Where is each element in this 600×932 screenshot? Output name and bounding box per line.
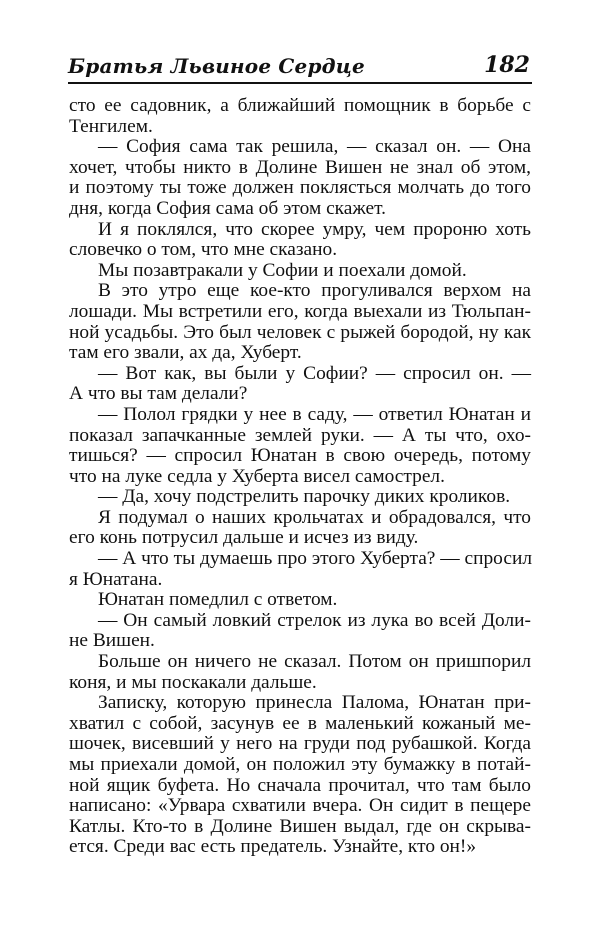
text-line: — Полол грядки у нее в саду, — ответил Юнатан и [98,403,531,425]
text-line: — Да, хочу подстрелить парочку диких кроликов. [98,486,511,508]
text-line: шочек, висевший у него на груди под рубашкой. Когда [69,733,531,755]
text-line: показал запачканные землей руки. — А ты что, охо- [69,424,531,446]
text-line: Мы позавтракали у Софии и поехали домой. [98,259,467,281]
text-line: ной ящик буфета. Но сначала прочитал, что там было [69,774,531,796]
text-line: — Он самый ловкий стрелок из лука во всей Доли- [98,609,531,631]
text-line: хватил с собой, засунув ее в маленький кожаный ме- [69,712,531,734]
text-line: лошади. Мы встретили его, когда выехали из Тюльпан- [69,300,531,322]
header-rule [68,82,532,84]
text-line: не Вишен. [69,630,155,652]
text-line: его конь потрусил дальше и исчез из виду. [69,527,419,549]
text-line: — Вот как, вы были у Софии? — спросил он. — [98,362,531,384]
book-title: Братья Львиное Сердце [68,54,365,78]
text-line: мы приехали домой, он положил эту бумажку в потай- [69,754,531,775]
text-line: Я подумал о наших крольчатах и обрадовался, что [98,506,531,528]
text-line: тишься? — спросил Юнатан в свою очередь, потому [69,445,531,467]
text-line: В это утро еще кое-кто прогуливался верхом на [98,280,531,302]
text-line: — София сама так решила, — сказал он. — Она [98,136,531,158]
text-line: Больше он ничего не сказал. Потом он пришпорил [98,651,531,673]
page-number: 182 [484,52,530,78]
text-line: — А что ты думаешь про этого Хуберта? — спросил [98,548,533,570]
text-line: А что вы там делали? [69,383,248,405]
text-line: хочет, чтобы никто в Долине Вишен не знал об этом, [69,156,531,178]
text-line: И я поклялся, что скорее умру, чем пророню хоть [98,218,531,240]
body-text [69,96,531,858]
text-line: ной усадьбы. Это был человек с рыжей бородой, ну как [69,321,531,343]
running-header [68,46,532,80]
text-line: Записку, которую принесла Палома, Юнатан при- [98,692,531,714]
text-line: ется. Среди вас есть предатель. Узнайте, кто он!» [69,836,477,858]
text-line: написано: «Урвара схватили вчера. Он сидит в пещере [69,795,531,817]
text-line: что на луке седла у Хуберта висел самострел. [69,465,445,487]
text-line: там его звали, ах да, Хуберт. [69,342,302,364]
text-line: Тенгилем. [69,115,153,137]
text-line: коня, и мы поскакали дальше. [69,671,317,693]
text-line: дня, когда София сама об этом скажет. [69,197,387,219]
text-line: и поэтому ты тоже должен поклясться молчать до того [69,177,531,199]
text-line: сто ее садовник, а ближайший помощник в борьбе с [69,95,531,116]
text-line: я Юнатана. [69,568,163,590]
text-line: Катлы. Кто-то в Долине Вишен выдал, где он скрыва- [69,815,531,837]
text-line: Юнатан помедлил с ответом. [98,589,338,611]
text-line: словечко о том, что мне сказано. [69,239,338,261]
